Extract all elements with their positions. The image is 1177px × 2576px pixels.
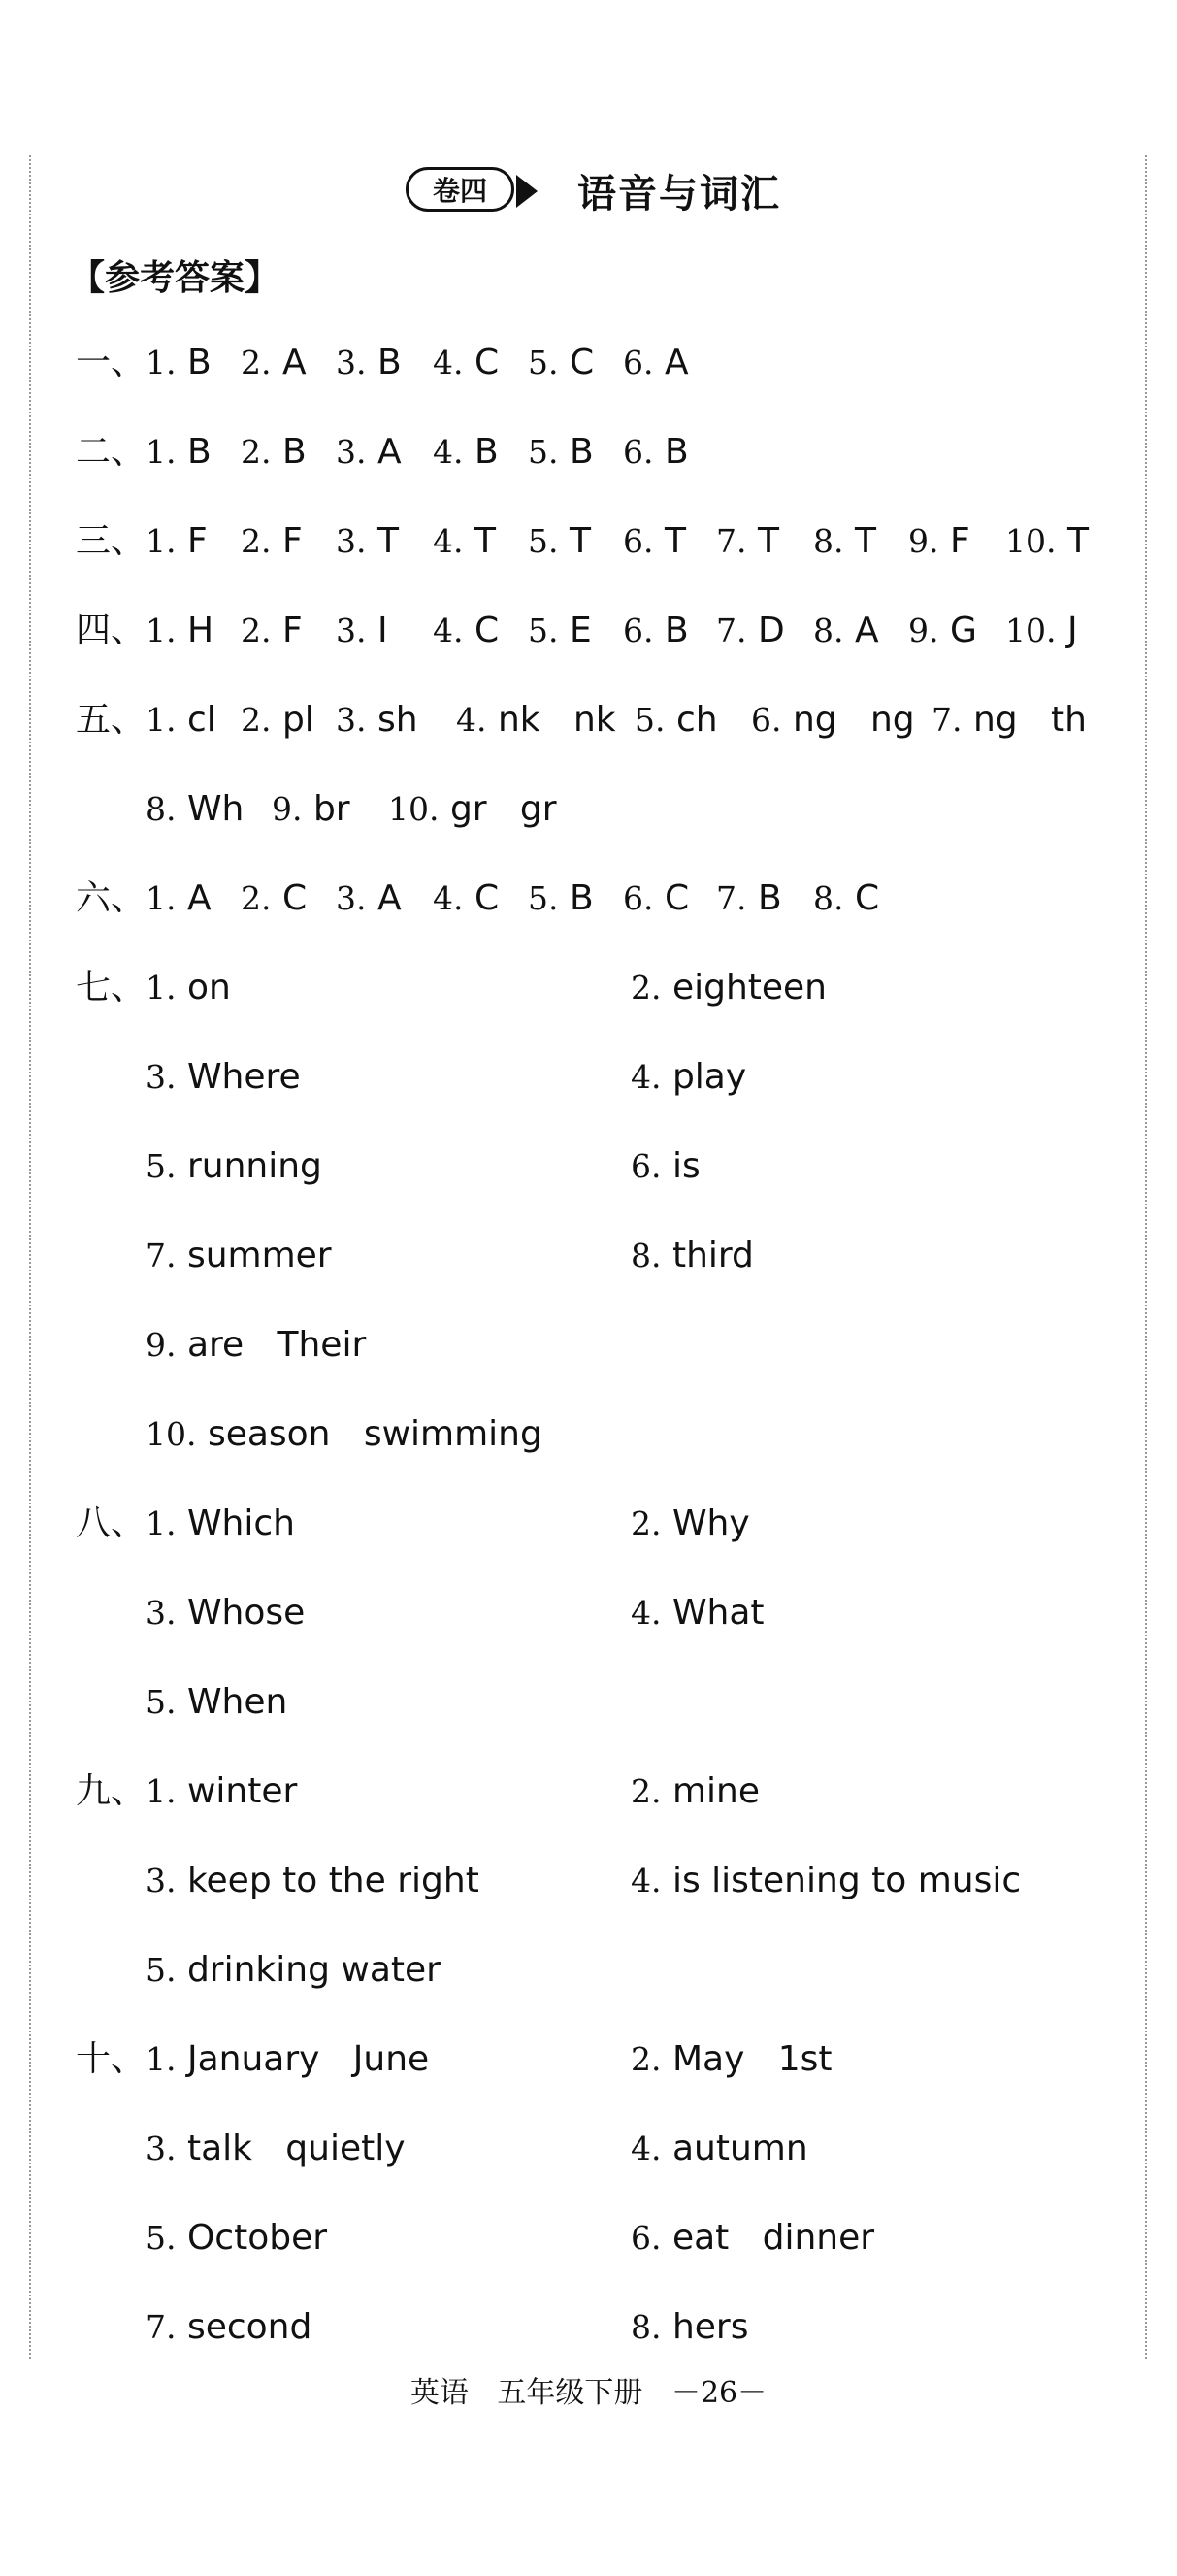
- answer-item: 1. B: [146, 432, 212, 472]
- answer-item: 2. pl: [241, 700, 314, 740]
- answer-item: 1. January June: [146, 2039, 430, 2079]
- section-label: 四、: [76, 611, 147, 650]
- answer-item: 4. play: [631, 1057, 747, 1097]
- answer-item: 2. F: [241, 521, 303, 561]
- answer-item: 4. What: [631, 1593, 765, 1633]
- answer-item: 1. Which: [146, 1503, 295, 1543]
- section-row-continued: [0, 1405, 1177, 1464]
- answer-item: 1. on: [146, 968, 231, 1007]
- answer-item: 5. running: [146, 1146, 322, 1186]
- answer-item: 6. T: [623, 521, 686, 561]
- answer-item: 9. G: [908, 611, 977, 650]
- answer-item: 7. ng th: [932, 700, 1087, 740]
- section-row: [0, 602, 1177, 660]
- answer-item: 5. B: [528, 432, 594, 472]
- section-title: 语音与词汇: [577, 171, 781, 216]
- answer-item: 2. B: [241, 432, 307, 472]
- answer-item: 6. B: [623, 611, 689, 650]
- page-number: －26－: [670, 2376, 768, 2410]
- answer-item: 1. F: [146, 521, 208, 561]
- section-row: [0, 959, 1177, 1017]
- section-row-continued: [0, 780, 1177, 839]
- answer-item: 8. C: [813, 878, 880, 918]
- answer-item: 3. A: [336, 878, 402, 918]
- answer-item: 9. br: [272, 789, 350, 829]
- answer-key-label: 【参考答案】: [70, 258, 280, 298]
- answer-item: 4. B: [433, 432, 499, 472]
- answer-item: 2. eighteen: [631, 968, 827, 1007]
- answer-item: 6. eat dinner: [631, 2218, 875, 2258]
- section-row-continued: [0, 2120, 1177, 2178]
- section-row: [0, 423, 1177, 481]
- section-row-continued: [0, 1048, 1177, 1106]
- answer-item: 8. hers: [631, 2307, 749, 2347]
- answer-item: 7. T: [716, 521, 779, 561]
- answer-item: 8. Wh: [146, 789, 245, 829]
- answer-item: 1. H: [146, 611, 214, 650]
- answer-item: 3. A: [336, 432, 402, 472]
- section-label: 十、: [76, 2039, 147, 2079]
- answer-item: 2. C: [241, 878, 308, 918]
- answer-item: 2. mine: [631, 1771, 760, 1811]
- answer-item: 5. drinking water: [146, 1950, 441, 1990]
- section-label: 六、: [76, 878, 147, 918]
- answer-item: 8. A: [813, 611, 879, 650]
- answer-item: 2. Why: [631, 1503, 750, 1543]
- footer-grade: 五年级下册: [497, 2376, 643, 2410]
- answer-item: 3. Whose: [146, 1593, 306, 1633]
- answer-item: 8. third: [631, 1236, 754, 1275]
- answer-item: 2. A: [241, 343, 307, 382]
- answer-item: 4. C: [433, 343, 500, 382]
- answer-item: 7. second: [146, 2307, 312, 2347]
- answer-item: 6. C: [623, 878, 690, 918]
- answer-item: 7. summer: [146, 1236, 332, 1275]
- section-row-continued: [0, 1852, 1177, 1910]
- answer-item: 3. Where: [146, 1057, 301, 1097]
- answer-item: 5. October: [146, 2218, 328, 2258]
- answer-item: 10. gr gr: [388, 789, 557, 829]
- answer-item: 4. C: [433, 611, 500, 650]
- section-label: 八、: [76, 1503, 147, 1543]
- section-row-continued: [0, 1227, 1177, 1285]
- section-header: [0, 163, 1177, 231]
- section-label: 五、: [76, 700, 147, 740]
- section-row-continued: [0, 1316, 1177, 1374]
- section-label: 一、: [76, 343, 147, 382]
- answer-item: 3. B: [336, 343, 402, 382]
- answer-item: 3. sh: [336, 700, 418, 740]
- answer-item: 8. T: [813, 521, 876, 561]
- answer-item: 5. T: [528, 521, 591, 561]
- answer-item: 6. is: [631, 1146, 701, 1186]
- section-row-continued: [0, 2298, 1177, 2357]
- section-row-continued: [0, 1584, 1177, 1642]
- answer-item: 5. E: [528, 611, 592, 650]
- section-label: 二、: [76, 432, 147, 472]
- answer-item: 6. ng ng: [751, 700, 915, 740]
- answer-item: 6. A: [623, 343, 689, 382]
- answer-item: 7. B: [716, 878, 782, 918]
- page-footer: [0, 2368, 1177, 2411]
- section-row-continued: [0, 1138, 1177, 1196]
- volume-badge: 卷四: [406, 167, 514, 212]
- answer-item: 5. When: [146, 1682, 288, 1722]
- answer-item: 3. T: [336, 521, 399, 561]
- section-row-continued: [0, 1941, 1177, 1999]
- section-label: 九、: [76, 1771, 147, 1811]
- answer-item: 4. autumn: [631, 2129, 808, 2168]
- answer-item: 2. May 1st: [631, 2039, 833, 2079]
- section-row: [0, 1763, 1177, 1821]
- answer-item: 10. J: [1005, 611, 1078, 650]
- answer-item: 10. season swimming: [146, 1414, 542, 1454]
- answer-item: 2. F: [241, 611, 303, 650]
- section-row-continued: [0, 1673, 1177, 1732]
- section-row: [0, 870, 1177, 928]
- section-row: [0, 691, 1177, 749]
- answer-item: 9. are Their: [146, 1325, 367, 1365]
- answer-item: 4. C: [433, 878, 500, 918]
- answer-item: 1. A: [146, 878, 212, 918]
- section-row: [0, 334, 1177, 392]
- answer-item: 5. C: [528, 343, 595, 382]
- answer-item: 1. winter: [146, 1771, 298, 1811]
- answer-item: 3. I: [336, 611, 388, 650]
- answer-item: 9. F: [908, 521, 970, 561]
- answer-item: 3. talk quietly: [146, 2129, 406, 2168]
- answer-item: 7. D: [716, 611, 785, 650]
- answer-item: 5. ch: [635, 700, 718, 740]
- footer-subject: 英语: [409, 2376, 469, 2410]
- answer-item: 6. B: [623, 432, 689, 472]
- answer-item: 1. B: [146, 343, 212, 382]
- answer-item: 3. keep to the right: [146, 1861, 479, 1900]
- section-label: 三、: [76, 521, 147, 561]
- answer-item: 4. is listening to music: [631, 1861, 1022, 1900]
- section-row: [0, 2031, 1177, 2089]
- answer-item: 1. cl: [146, 700, 216, 740]
- answer-item: 5. B: [528, 878, 594, 918]
- section-row: [0, 1495, 1177, 1553]
- section-row: [0, 512, 1177, 571]
- play-arrow-icon: [516, 175, 538, 208]
- section-label: 七、: [76, 968, 147, 1007]
- section-row-continued: [0, 2209, 1177, 2267]
- answer-item: 10. T: [1005, 521, 1089, 561]
- answer-item: 4. nk nk: [456, 700, 616, 740]
- answer-item: 4. T: [433, 521, 496, 561]
